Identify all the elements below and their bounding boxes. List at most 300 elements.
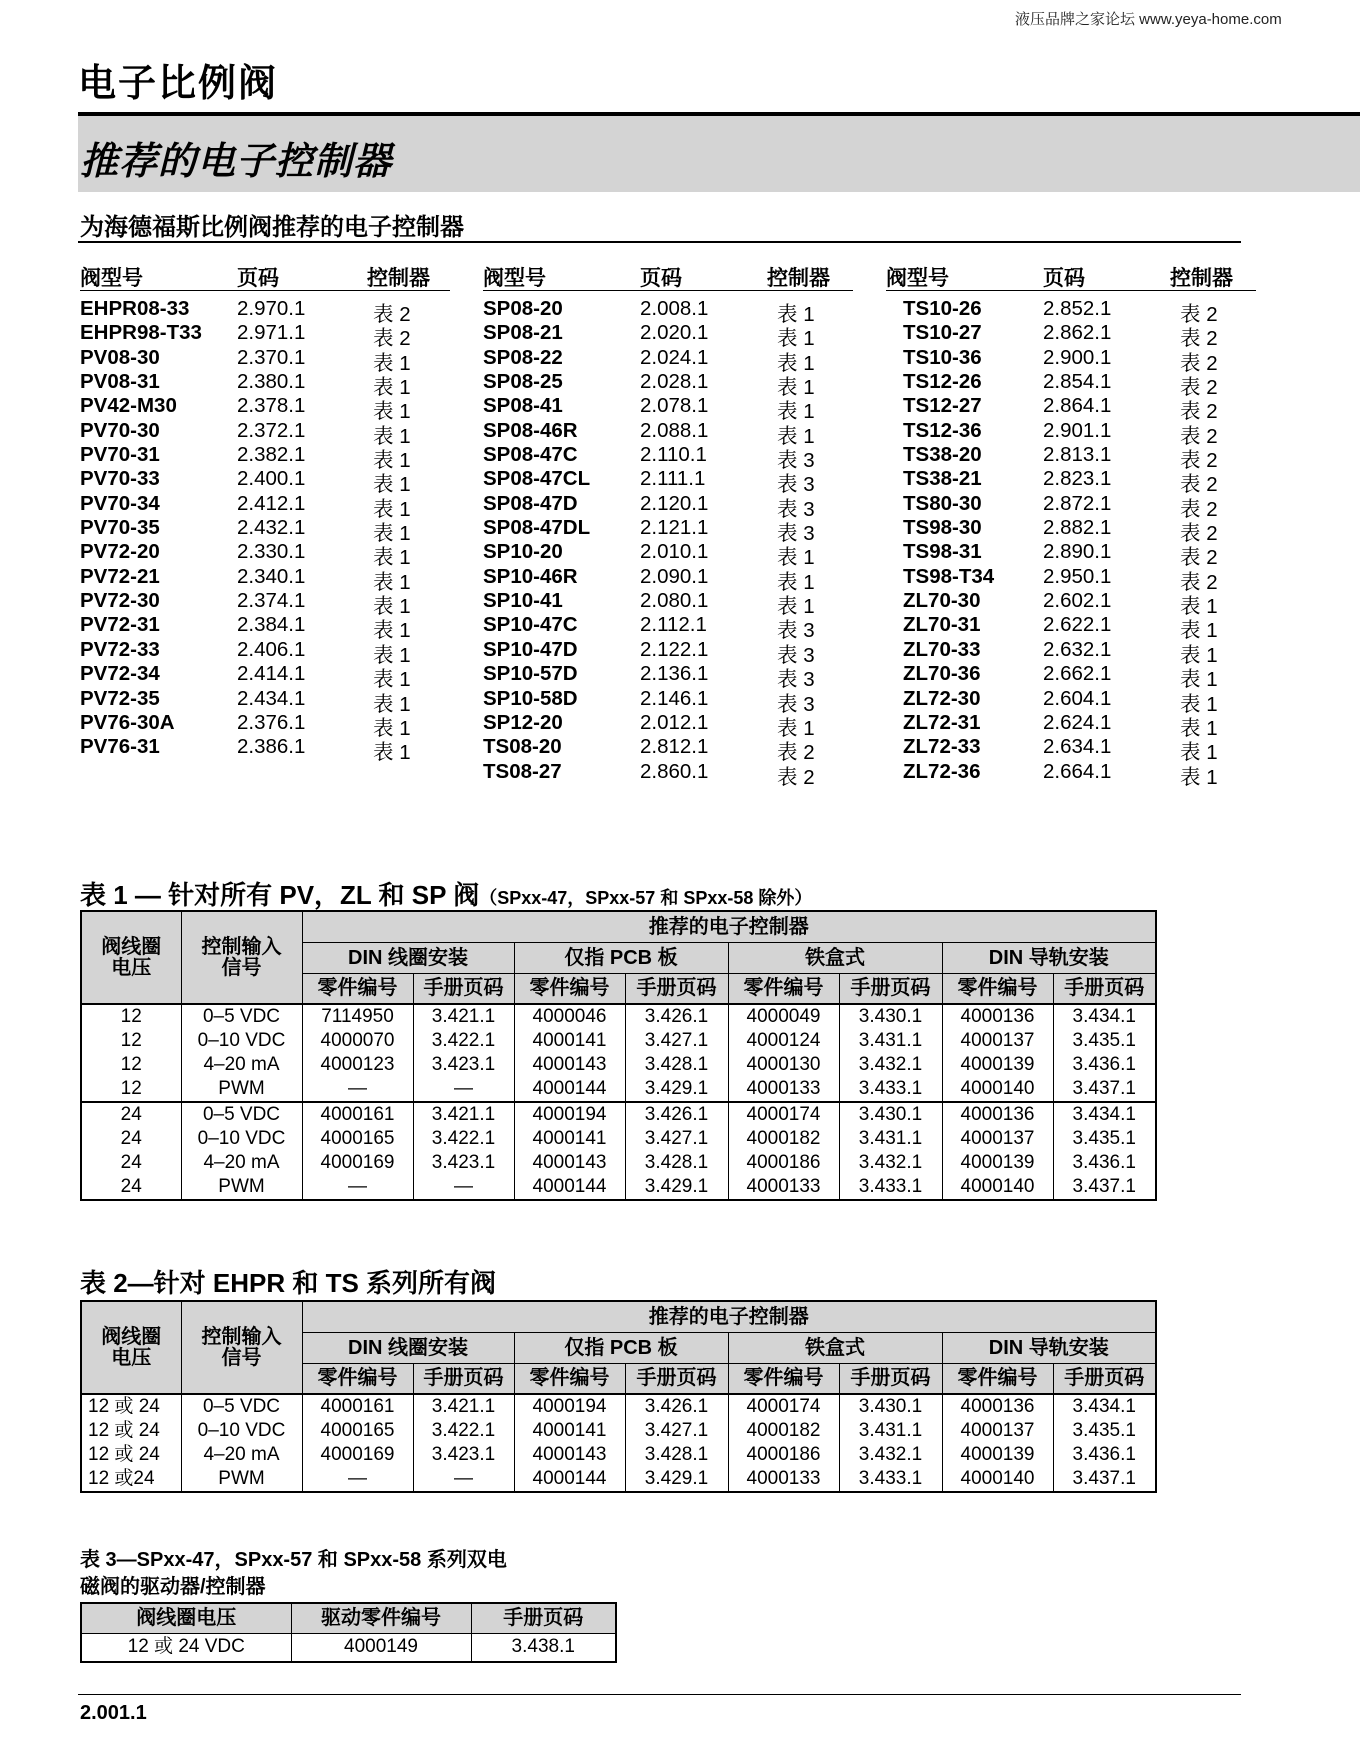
valve-row [80, 709, 450, 740]
pcb-part-cell: 4000141 [514, 1419, 625, 1444]
din-rail-part-cell: 4000140 [942, 1078, 1053, 1103]
valve-controller-table: 表 2 [1180, 546, 1218, 570]
valve-model: PV42-M30 [80, 394, 177, 418]
input-signal-cell: 0–10 VDC [181, 1127, 302, 1152]
valve-row [886, 538, 1256, 570]
input-signal-header: 控制输入信号 [181, 911, 302, 1004]
din-rail-part-cell: 4000137 [942, 1127, 1053, 1152]
valve-page: 2.112.1 [640, 613, 707, 637]
valve-row [483, 587, 853, 619]
valve-page: 2.900.1 [1043, 345, 1112, 369]
valve-model: SP08-25 [483, 370, 563, 394]
valve-row [886, 587, 1256, 619]
valve-page: 2.634.1 [1043, 735, 1112, 759]
sub-title: 为海德福斯比例阀推荐的电子控制器 [80, 214, 464, 241]
valve-row [80, 514, 450, 546]
valve-row [483, 733, 853, 765]
din-rail-page-cell: 3.436.1 [1053, 1053, 1156, 1078]
valve-controller-table: 表 3 [777, 619, 815, 643]
table3-cell-page: 3.438.1 [471, 1633, 616, 1662]
pcb-page-cell: 3.429.1 [625, 1176, 728, 1201]
valve-model: TS08-27 [483, 759, 562, 783]
valve-model: SP10-57D [483, 662, 578, 686]
table3-cell-voltage: 12 或 24 VDC [81, 1633, 291, 1662]
valve-page: 2.890.1 [1043, 540, 1112, 564]
valve-model: ZL70-33 [903, 637, 981, 661]
recommended-controller-header: 推荐的电子控制器 [302, 1301, 1156, 1332]
valve-page: 2.602.1 [1043, 589, 1112, 613]
valve-page: 2.374.1 [237, 589, 306, 613]
valve-model: ZL72-36 [903, 759, 981, 783]
manual-page-header: 手册页码 [413, 973, 514, 1004]
valve-controller-table: 表 2 [1180, 449, 1218, 473]
table-row [81, 1394, 1156, 1419]
part-number-header: 零件编号 [942, 1363, 1053, 1394]
iron-box-part-cell: 4000133 [728, 1078, 839, 1103]
valve-page: 2.120.1 [640, 491, 709, 515]
valve-controller-table: 表 1 [1180, 692, 1218, 716]
valve-controller-table: 表 2 [1180, 522, 1218, 546]
valve-row [80, 611, 450, 643]
valve-model: TS12-36 [903, 418, 982, 442]
iron-box-part-cell: 4000133 [728, 1468, 839, 1493]
valve-row [886, 733, 1256, 765]
table2-title-main: 表 2—针对 EHPR 和 TS 系列所有阀 [80, 1268, 497, 1298]
part-number-header: 零件编号 [514, 1363, 625, 1394]
valve-page: 2.122.1 [640, 637, 709, 661]
din-coil-page-cell: 3.423.1 [413, 1151, 514, 1176]
valve-controller-table: 表 1 [373, 351, 411, 375]
din-coil-page-cell: — [413, 1176, 514, 1201]
valve-page: 2.664.1 [1043, 759, 1112, 783]
valve-row [886, 465, 1256, 497]
valve-model-header: 阀型号 [483, 267, 546, 290]
valve-row [80, 417, 450, 448]
din-rail-page-cell: 3.437.1 [1053, 1078, 1156, 1103]
valve-row [483, 563, 853, 594]
coil-voltage-cell: 24 [81, 1102, 181, 1127]
valve-model: PV76-31 [80, 735, 160, 759]
valve-controller-table: 表 1 [1180, 716, 1218, 740]
din-rail-page-cell: 3.435.1 [1053, 1127, 1156, 1152]
valve-controller-table: 表 1 [777, 570, 815, 594]
valve-page: 2.111.1 [640, 467, 706, 491]
table-row [81, 1127, 1156, 1152]
valve-page: 2.854.1 [1043, 370, 1112, 394]
valve-controller-table: 表 1 [1180, 643, 1218, 667]
valve-controller-table: 表 2 [1180, 400, 1218, 424]
valve-page: 2.384.1 [237, 613, 306, 637]
valve-column-header [886, 260, 1256, 291]
din-coil-part-cell: 4000169 [302, 1151, 413, 1176]
manual-page-header: 手册页码 [1053, 1363, 1156, 1394]
valve-model: PV72-34 [80, 662, 160, 686]
manual-page-header: 手册页码 [625, 973, 728, 1004]
din-coil-part-cell: 4000161 [302, 1394, 413, 1419]
valve-row [483, 758, 853, 789]
din-rail-page-cell: 3.434.1 [1053, 1004, 1156, 1029]
pcb-part-cell: 4000194 [514, 1394, 625, 1419]
valve-row [886, 685, 1256, 716]
valve-page: 2.386.1 [237, 735, 306, 759]
valve-model: PV76-30A [80, 710, 175, 734]
din-rail-mount-header: DIN 导轨安装 [942, 1332, 1156, 1363]
valve-page: 2.812.1 [640, 735, 709, 759]
valve-row [886, 563, 1256, 594]
valve-row [80, 685, 450, 716]
din-rail-part-cell: 4000140 [942, 1468, 1053, 1493]
din-coil-part-cell: — [302, 1078, 413, 1103]
input-signal-cell: 4–20 mA [181, 1443, 302, 1468]
valve-column-header [80, 260, 450, 291]
pcb-part-cell: 4000141 [514, 1127, 625, 1152]
valve-row [80, 660, 450, 692]
din-rail-page-cell: 3.436.1 [1053, 1443, 1156, 1468]
valve-model: ZL72-33 [903, 735, 981, 759]
valve-row [483, 368, 853, 400]
input-signal-cell: PWM [181, 1468, 302, 1493]
valve-page: 2.971.1 [237, 321, 306, 345]
watermark-text: 液压品牌之家论坛 www.yeya-home.com [1015, 11, 1282, 28]
valve-row [886, 611, 1256, 643]
din-rail-mount-header: DIN 导轨安装 [942, 942, 1156, 973]
part-number-header: 零件编号 [302, 973, 413, 1004]
table1-title [80, 875, 812, 912]
valve-controller-table: 表 1 [777, 716, 815, 740]
din-rail-page-cell: 3.434.1 [1053, 1394, 1156, 1419]
valve-model: TS98-31 [903, 540, 982, 564]
valve-row [483, 660, 853, 692]
pcb-part-cell: 4000144 [514, 1468, 625, 1493]
valve-controller-table: 表 1 [373, 376, 411, 400]
din-coil-page-cell: 3.423.1 [413, 1053, 514, 1078]
iron-box-part-cell: 4000133 [728, 1176, 839, 1201]
valve-page: 2.146.1 [640, 686, 709, 710]
table2-title [80, 1263, 496, 1300]
din-coil-part-cell: 4000161 [302, 1102, 413, 1127]
valve-controller-table: 表 1 [777, 595, 815, 619]
valve-model: PV08-31 [80, 370, 160, 394]
din-rail-part-cell: 4000136 [942, 1102, 1053, 1127]
valve-row [483, 295, 853, 326]
valve-controller-table: 表 1 [777, 400, 815, 424]
valve-page: 2.406.1 [237, 637, 306, 661]
valve-page: 2.372.1 [237, 418, 306, 442]
din-rail-part-cell: 4000137 [942, 1029, 1053, 1054]
table-row [81, 1053, 1156, 1078]
valve-controller-table: 表 1 [777, 376, 815, 400]
pcb-part-cell: 4000143 [514, 1053, 625, 1078]
coil-voltage-cell: 24 [81, 1127, 181, 1152]
valve-controller-table: 表 1 [373, 668, 411, 692]
document-title: 电子比例阀 [78, 63, 279, 105]
pcb-page-cell: 3.427.1 [625, 1419, 728, 1444]
valve-controller-table: 表 2 [1180, 497, 1218, 521]
valve-controller-table: 表 1 [373, 522, 411, 546]
din-coil-part-cell: — [302, 1468, 413, 1493]
part-number-header: 零件编号 [514, 973, 625, 1004]
valve-row [80, 490, 450, 521]
valve-model: ZL70-30 [903, 589, 981, 613]
valve-controller-table: 表 1 [1180, 619, 1218, 643]
valve-page: 2.434.1 [237, 686, 306, 710]
coil-voltage-cell: 12 或24 [81, 1468, 181, 1493]
input-signal-cell: 4–20 mA [181, 1151, 302, 1176]
din-coil-page-cell: 3.421.1 [413, 1004, 514, 1029]
pcb-page-cell: 3.428.1 [625, 1151, 728, 1176]
iron-box-page-cell: 3.432.1 [839, 1151, 942, 1176]
coil-voltage-cell: 12 或 24 [81, 1419, 181, 1444]
din-rail-page-cell: 3.437.1 [1053, 1468, 1156, 1493]
iron-box-page-cell: 3.432.1 [839, 1443, 942, 1468]
din-coil-mount-header: DIN 线圈安装 [302, 942, 514, 973]
coil-voltage-cell: 24 [81, 1176, 181, 1201]
valve-row [483, 417, 853, 448]
pcb-page-cell: 3.429.1 [625, 1078, 728, 1103]
valve-model: SP08-47C [483, 443, 578, 467]
coil-voltage-cell: 12 或 24 [81, 1443, 181, 1468]
iron-box-part-cell: 4000049 [728, 1004, 839, 1029]
table-row [81, 1419, 1156, 1444]
valve-model: PV72-21 [80, 564, 160, 588]
valve-controller-table: 表 1 [373, 497, 411, 521]
valve-controller-table: 表 1 [777, 546, 815, 570]
valve-row [886, 709, 1256, 740]
valve-controller-table: 表 2 [1180, 424, 1218, 448]
din-coil-page-cell: — [413, 1468, 514, 1493]
table-row [81, 1004, 1156, 1029]
iron-box-part-cell: 4000174 [728, 1394, 839, 1419]
footer-rule [78, 1694, 1241, 1695]
input-signal-cell: 0–10 VDC [181, 1419, 302, 1444]
pcb-part-cell: 4000143 [514, 1443, 625, 1468]
valve-row [886, 758, 1256, 789]
valve-row [80, 392, 450, 424]
manual-page-header: 手册页码 [839, 1363, 942, 1394]
valve-page: 2.380.1 [237, 370, 306, 394]
din-coil-part-cell: — [302, 1176, 413, 1201]
table3 [80, 1602, 617, 1663]
valve-page: 2.662.1 [1043, 662, 1112, 686]
valve-controller-table: 表 3 [777, 449, 815, 473]
valve-model: TS38-20 [903, 443, 982, 467]
valve-model: SP08-41 [483, 394, 563, 418]
valve-model: PV72-30 [80, 589, 160, 613]
part-number-header: 零件编号 [728, 1363, 839, 1394]
iron-box-page-cell: 3.431.1 [839, 1029, 942, 1054]
din-coil-part-cell: 4000165 [302, 1127, 413, 1152]
pcb-part-cell: 4000046 [514, 1004, 625, 1029]
valve-controller-table: 表 1 [373, 570, 411, 594]
valve-page: 2.028.1 [640, 370, 709, 394]
din-coil-page-cell: 3.421.1 [413, 1102, 514, 1127]
pcb-page-cell: 3.426.1 [625, 1004, 728, 1029]
manual-page-header: 手册页码 [625, 1363, 728, 1394]
din-coil-page-cell: 3.422.1 [413, 1127, 514, 1152]
valve-page: 2.872.1 [1043, 491, 1112, 515]
input-signal-cell: 4–20 mA [181, 1053, 302, 1078]
valve-model: ZL70-31 [903, 613, 981, 637]
valve-page: 2.860.1 [640, 759, 709, 783]
valve-model: PV72-20 [80, 540, 160, 564]
recommended-controller-header: 推荐的电子控制器 [302, 911, 1156, 942]
manual-page-header: 手册页码 [413, 1363, 514, 1394]
valve-controller-table: 表 2 [1180, 570, 1218, 594]
valve-page: 2.414.1 [237, 662, 306, 686]
valve-page: 2.020.1 [640, 321, 709, 345]
iron-box-header: 铁盒式 [728, 942, 942, 973]
pcb-only-header: 仅指 PCB 板 [514, 942, 728, 973]
din-coil-mount-header: DIN 线圈安装 [302, 1332, 514, 1363]
valve-model: TS12-27 [903, 394, 982, 418]
table-row [81, 1078, 1156, 1103]
din-rail-page-cell: 3.435.1 [1053, 1029, 1156, 1054]
valve-page: 2.970.1 [237, 297, 306, 320]
valve-row [886, 392, 1256, 424]
valve-model: PV08-30 [80, 345, 160, 369]
iron-box-part-cell: 4000182 [728, 1127, 839, 1152]
valve-row [483, 709, 853, 740]
controller-header: 控制器 [1170, 267, 1233, 290]
valve-page: 2.378.1 [237, 394, 306, 418]
valve-controller-table: 表 2 [1180, 351, 1218, 375]
din-rail-part-cell: 4000140 [942, 1176, 1053, 1201]
din-coil-part-cell: 4000123 [302, 1053, 413, 1078]
table-row [81, 1468, 1156, 1493]
valve-page: 2.432.1 [237, 516, 306, 540]
valve-row [80, 441, 450, 473]
valve-row [80, 733, 450, 765]
valve-controller-table: 表 1 [373, 619, 411, 643]
pcb-part-cell: 4000141 [514, 1029, 625, 1054]
valve-controller-table: 表 1 [373, 400, 411, 424]
din-rail-page-cell: 3.435.1 [1053, 1419, 1156, 1444]
input-signal-cell: PWM [181, 1176, 302, 1201]
valve-page: 2.121.1 [640, 516, 709, 540]
input-signal-cell: 0–5 VDC [181, 1394, 302, 1419]
valve-model: SP10-47C [483, 613, 578, 637]
table3-title-line2: 磁阀的驱动器/控制器 [80, 1576, 266, 1598]
valve-controller-table: 表 1 [373, 595, 411, 619]
valve-page: 2.604.1 [1043, 686, 1112, 710]
page-header: 页码 [1043, 267, 1085, 290]
pcb-part-cell: 4000143 [514, 1151, 625, 1176]
valve-model: TS10-26 [903, 297, 982, 320]
input-signal-cell: 0–10 VDC [181, 1029, 302, 1054]
valve-model: SP10-58D [483, 686, 578, 710]
din-rail-page-cell: 3.437.1 [1053, 1176, 1156, 1201]
valve-controller-table: 表 1 [373, 424, 411, 448]
valve-page: 2.382.1 [237, 443, 306, 467]
valve-row [483, 344, 853, 375]
table3-title [80, 1547, 600, 1601]
din-rail-page-cell: 3.436.1 [1053, 1151, 1156, 1176]
valve-row [80, 465, 450, 497]
valve-model: SP10-20 [483, 540, 563, 564]
din-coil-part-cell: 4000070 [302, 1029, 413, 1054]
iron-box-part-cell: 4000174 [728, 1102, 839, 1127]
iron-box-page-cell: 3.431.1 [839, 1127, 942, 1152]
iron-box-page-cell: 3.433.1 [839, 1176, 942, 1201]
valve-model: TS08-20 [483, 735, 562, 759]
controller-header: 控制器 [367, 267, 430, 290]
valve-controller-table: 表 2 [1180, 303, 1218, 326]
page-header: 页码 [237, 267, 279, 290]
din-rail-part-cell: 4000136 [942, 1394, 1053, 1419]
table3-header-page: 手册页码 [471, 1603, 616, 1633]
valve-row [80, 295, 450, 326]
valve-page: 2.400.1 [237, 467, 306, 491]
valve-page: 2.078.1 [640, 394, 709, 418]
coil-voltage-cell: 12 或 24 [81, 1394, 181, 1419]
valve-model: TS10-36 [903, 345, 982, 369]
coil-voltage-cell: 12 [81, 1053, 181, 1078]
valve-model: SP08-22 [483, 345, 563, 369]
valve-page: 2.412.1 [237, 491, 306, 515]
coil-voltage-cell: 24 [81, 1151, 181, 1176]
valve-model: TS12-26 [903, 370, 982, 394]
valve-controller-table: 表 3 [777, 522, 815, 546]
coil-voltage-header: 阀线圈电压 [81, 1301, 181, 1394]
pcb-part-cell: 4000144 [514, 1176, 625, 1201]
valve-row [483, 392, 853, 424]
iron-box-page-cell: 3.430.1 [839, 1394, 942, 1419]
valve-controller-table: 表 1 [373, 643, 411, 667]
section-title: 推荐的电子控制器 [80, 141, 393, 183]
iron-box-page-cell: 3.430.1 [839, 1102, 942, 1127]
iron-box-page-cell: 3.432.1 [839, 1053, 942, 1078]
pcb-page-cell: 3.426.1 [625, 1102, 728, 1127]
valve-controller-table: 表 1 [373, 449, 411, 473]
table3-cell-part: 4000149 [291, 1633, 471, 1662]
valve-row [886, 660, 1256, 692]
part-number-header: 零件编号 [728, 973, 839, 1004]
din-rail-part-cell: 4000137 [942, 1419, 1053, 1444]
valve-model: SP08-21 [483, 321, 563, 345]
iron-box-part-cell: 4000130 [728, 1053, 839, 1078]
valve-row [886, 344, 1256, 375]
valve-row [483, 685, 853, 716]
valve-controller-table: 表 1 [373, 692, 411, 716]
valve-page: 2.376.1 [237, 710, 306, 734]
din-coil-page-cell: 3.421.1 [413, 1394, 514, 1419]
valve-page: 2.864.1 [1043, 394, 1112, 418]
din-coil-page-cell: 3.423.1 [413, 1443, 514, 1468]
valve-page: 2.950.1 [1043, 564, 1112, 588]
valve-page: 2.088.1 [640, 418, 709, 442]
valve-row [483, 490, 853, 521]
valve-model: EHPR08-33 [80, 297, 190, 320]
iron-box-page-cell: 3.433.1 [839, 1468, 942, 1493]
valve-model: PV72-31 [80, 613, 160, 637]
valve-controller-table: 表 2 [373, 327, 411, 351]
valve-row [886, 319, 1256, 351]
pcb-only-header: 仅指 PCB 板 [514, 1332, 728, 1363]
valve-controller-table: 表 3 [777, 668, 815, 692]
valve-page: 2.110.1 [640, 443, 707, 467]
valve-page: 2.090.1 [640, 564, 709, 588]
valve-page: 2.632.1 [1043, 637, 1112, 661]
valve-column-header [483, 260, 853, 291]
valve-page: 2.862.1 [1043, 321, 1112, 345]
iron-box-part-cell: 4000186 [728, 1443, 839, 1468]
part-number-header: 零件编号 [942, 973, 1053, 1004]
input-signal-cell: PWM [181, 1078, 302, 1103]
valve-row [886, 417, 1256, 448]
iron-box-page-cell: 3.433.1 [839, 1078, 942, 1103]
valve-page: 2.813.1 [1043, 443, 1112, 467]
valve-model: TS10-27 [903, 321, 982, 345]
